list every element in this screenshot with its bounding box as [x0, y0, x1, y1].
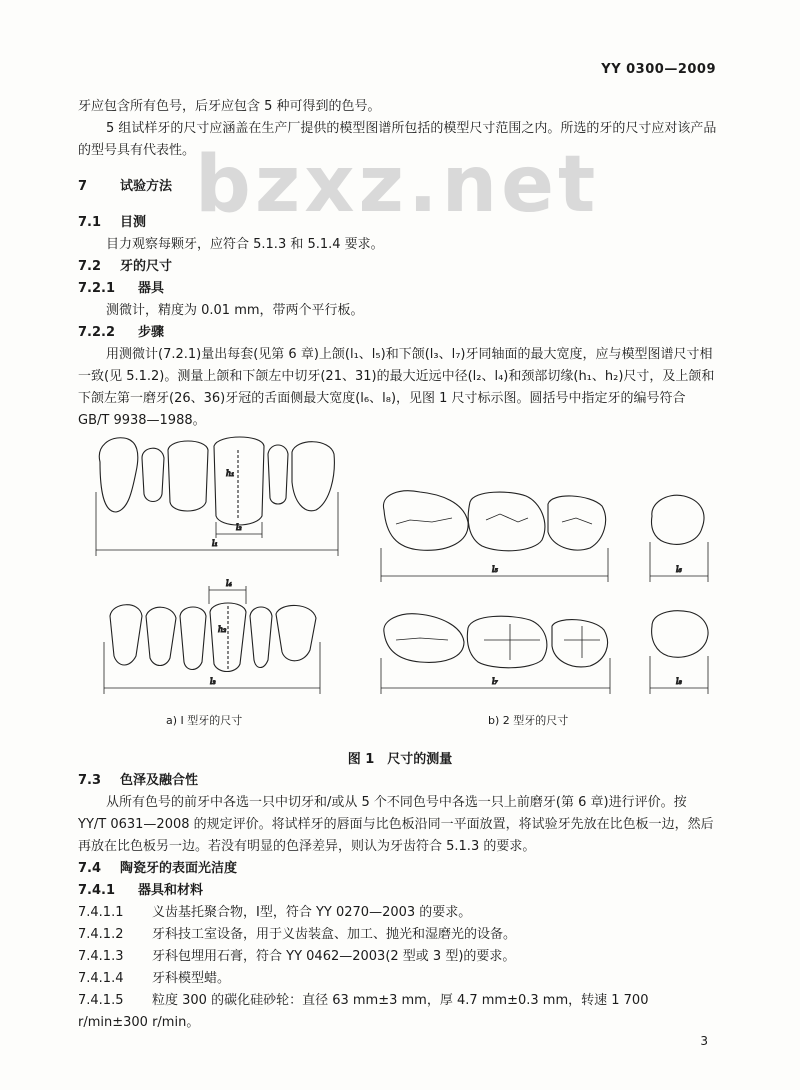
item-text: 粒度 300 的碳化硅砂轮：直径 63 mm±3 mm，厚 4.7 mm±0.3 mm，转速 1 700 r/min±300 r/min。	[78, 993, 649, 1030]
text-block-bottom	[78, 770, 718, 1034]
label-l7: l₇	[492, 677, 498, 686]
section-7-2-1-text: 测微计，精度为 0.01 mm，带两个平行板。	[106, 303, 364, 318]
figure-caption: 图 1 尺寸的测量	[347, 752, 453, 767]
item-text: 义齿基托聚合物，Ⅰ型，符合 YY 0270—2003 的要求。	[152, 905, 472, 920]
intro-paragraph-1: 牙应包含所有色号，后牙应包含 5 种可得到的色号。	[78, 99, 381, 114]
section-number: 7.2.2	[78, 325, 116, 340]
section-7-4-heading	[78, 858, 718, 880]
page-number: 3	[700, 1034, 708, 1048]
section-7-3-heading	[78, 770, 718, 792]
list-item	[78, 902, 718, 924]
section-7-1-heading	[78, 212, 718, 234]
section-number: 7.4	[78, 861, 102, 876]
item-number: 7.4.1.5	[78, 993, 124, 1008]
item-text: 牙科包埋用石膏，符合 YY 0462—2003(2 型或 3 型)的要求。	[152, 949, 516, 964]
intro-paragraph-2: 5 组试样牙的尺寸应涵盖在生产厂提供的模型图谱所包括的模型尺寸范围之内。所选的牙的尺寸应对该产品的型号具有代表性。	[78, 121, 717, 158]
label-l5: l₅	[492, 565, 498, 574]
upper-posterior-teeth	[383, 491, 605, 551]
section-7-2-1-heading	[78, 278, 718, 300]
section-title: 目测	[120, 215, 147, 230]
item-text: 牙科模型蜡。	[152, 971, 231, 986]
section-7-2-heading	[78, 256, 718, 278]
item-number: 7.4.1.3	[78, 949, 124, 964]
section-title: 色泽及融合性	[120, 773, 199, 788]
section-7-2-2-text: 用测微计(7.2.1)量出每套(见第 6 章)上颌(l₁、l₅)和下颌(l₃、l₇)牙同轴面的最大宽度，应与模型图谱尺寸相一致(见 5.1.2)。测量上颌和下颌左中切牙(21、31)的最大近远中径(l₂、l₄)和颈部切缘(h₁、h₂)尺寸，及上颌和下颌左第一磨牙(26、36)牙冠的舌面侧最大宽度(l₆、l₈)，见图 1 尺寸标示图。圆括号中指定牙的编号符合 GB/T 9938—1988。	[78, 347, 715, 428]
item-text: 牙科技工室设备，用于义齿装盒、加工、抛光和湿磨光的设备。	[152, 927, 517, 942]
section-7-1-text: 目力观察每颗牙，应符合 5.1.3 和 5.1.4 要求。	[106, 237, 384, 252]
watermark: bzxz.net	[195, 140, 600, 230]
item-number: 7.4.1.4	[78, 971, 124, 986]
label-l3: l₃	[210, 677, 216, 686]
label-l4: l₄	[226, 579, 232, 588]
label-h1: h₁	[226, 469, 235, 478]
lower-posterior-teeth	[384, 614, 608, 668]
label-l1: l₁	[212, 539, 218, 548]
section-title: 步骤	[138, 325, 165, 340]
section-7-4-1-heading	[78, 880, 718, 902]
section-number: 7.3	[78, 773, 102, 788]
figure-subcaption-a: a) Ⅰ 型牙的尺寸	[166, 714, 243, 727]
section-number: 7.2	[78, 259, 102, 274]
list-item	[78, 946, 718, 968]
section-number: 7	[78, 179, 88, 194]
lower-single-molar	[652, 611, 708, 657]
section-number: 7.2.1	[78, 281, 116, 296]
list-item	[78, 990, 718, 1034]
section-title: 器具	[138, 281, 165, 296]
figure-1-tooth-dimensions	[0, 432, 800, 702]
label-l6: l₆	[676, 565, 682, 574]
list-item	[78, 924, 718, 946]
section-title: 陶瓷牙的表面光洁度	[120, 861, 238, 876]
list-item	[78, 968, 718, 990]
section-7-heading	[78, 176, 718, 198]
item-number: 7.4.1.1	[78, 905, 124, 920]
label-h2: h₂	[218, 625, 227, 634]
figure-subcaption-b: b) 2 型牙的尺寸	[488, 714, 569, 727]
section-7-3-text: 从所有色号的前牙中各选一只中切牙和/或从 5 个不同色号中各选一只上前磨牙(第 6 章)进行评价。按 YY/T 0631—2008 的规定评价。将试样牙的唇面与比色板沿同一平面放置，将试验牙先放在比色板一边，然后再放在比色板另一边。若没有明显的色泽差异，则认为牙齿符合 5.1.3 的要求。	[78, 795, 714, 854]
item-number: 7.4.1.2	[78, 927, 124, 942]
section-7-2-2-heading	[78, 322, 718, 344]
section-title: 器具和材料	[138, 883, 204, 898]
section-title: 牙的尺寸	[120, 259, 173, 274]
text-block-top	[78, 96, 718, 432]
upper-anterior-teeth	[99, 437, 334, 525]
section-number: 7.4.1	[78, 883, 116, 898]
section-number: 7.1	[78, 215, 102, 230]
standard-code: YY 0300—2009	[601, 62, 716, 77]
section-title: 试验方法	[120, 179, 173, 194]
label-l2: l₂	[236, 523, 242, 532]
upper-single-molar	[652, 495, 704, 544]
lower-anterior-teeth	[110, 603, 316, 672]
label-l8: l₈	[676, 677, 682, 686]
